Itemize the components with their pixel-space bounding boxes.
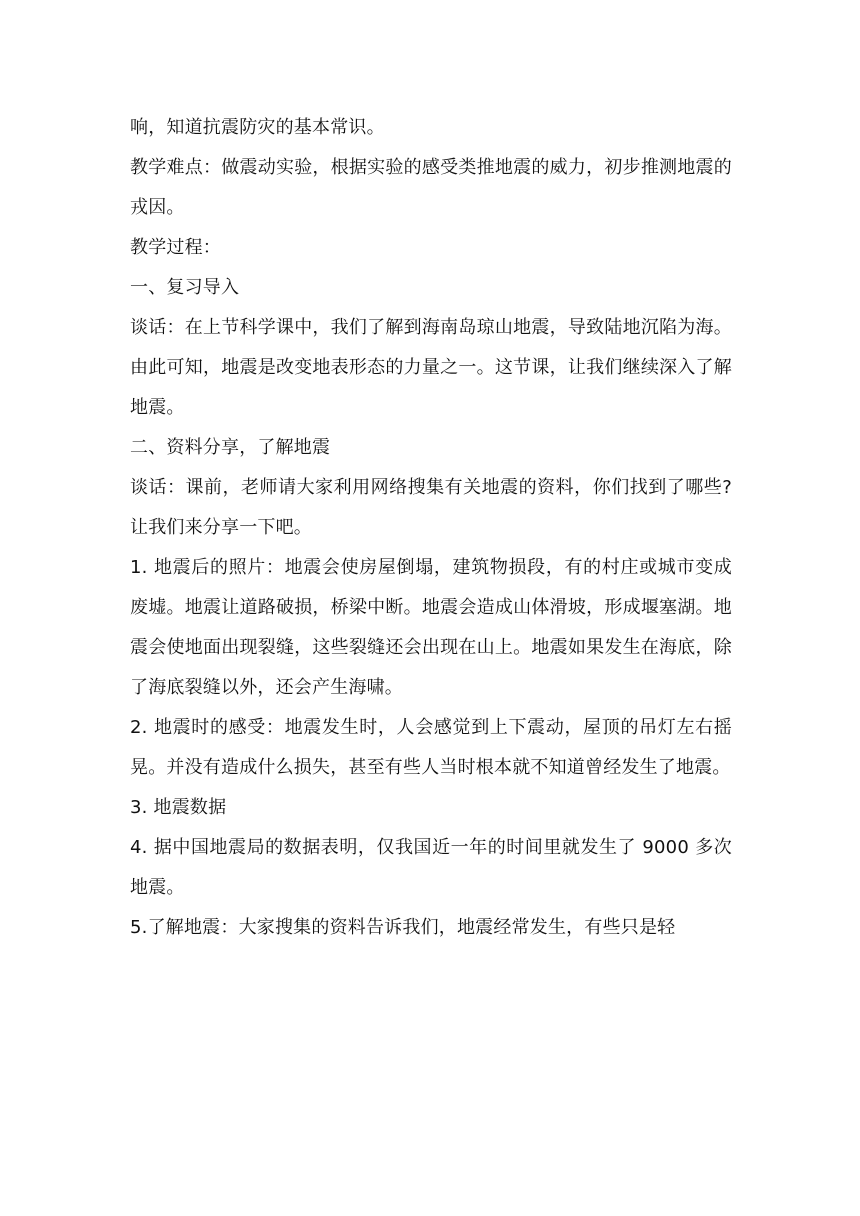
- document-body: [130, 108, 732, 948]
- paragraph-intro-continuation: 响，知道抗震防灾的基本常识。: [130, 117, 385, 138]
- list-item-feelings: 2. 地震时的感受：地震发生时，人会感觉到上下震动，屋顶的吊灯左右摇晃。并没有造成什么损失，甚至有些人当时根本就不知道曾经发生了地震。: [130, 717, 732, 778]
- section-heading-materials: 二、资料分享，了解地震: [130, 437, 331, 458]
- list-item-statistics: 4. 据中国地震局的数据表明，仅我国近一年的时间里就发生了 9000 多次地震。: [130, 837, 732, 898]
- list-item-understanding: 5.了解地震：大家搜集的资料告诉我们，地震经常发生，有些只是轻: [130, 917, 676, 938]
- paragraph-teaching-process-heading: 教学过程：: [130, 237, 221, 258]
- list-item-photos: 1. 地震后的照片：地震会使房屋倒塌，建筑物损段，有的村庄或城市变成废墟。地震让道路破损，桥梁中断。地震会造成山体滑坡，形成堰塞湖。地震会使地面出现裂缝，这些裂缝还会出现在山上。地震如果发生在海底，除了海底裂缝以外，还会产生海啸。: [130, 557, 732, 698]
- list-item-data: 3. 地震数据: [130, 797, 227, 818]
- paragraph-review-talk: 谈话：在上节科学课中，我们了解到海南岛琼山地震，导致陆地沉陷为海。由此可知，地震是改变地表形态的力量之一。这节课，让我们继续深入了解地震。: [130, 317, 732, 418]
- paragraph-materials-talk: 谈话：课前，老师请大家利用网络搜集有关地震的资料，你们找到了哪些?让我们来分享一下吧。: [130, 477, 732, 538]
- section-heading-review: 一、复习导入: [130, 277, 240, 298]
- paragraph-teaching-difficulty: 教学难点：做震动实验，根据实验的感受类推地震的威力，初步推测地震的戎因。: [130, 157, 732, 218]
